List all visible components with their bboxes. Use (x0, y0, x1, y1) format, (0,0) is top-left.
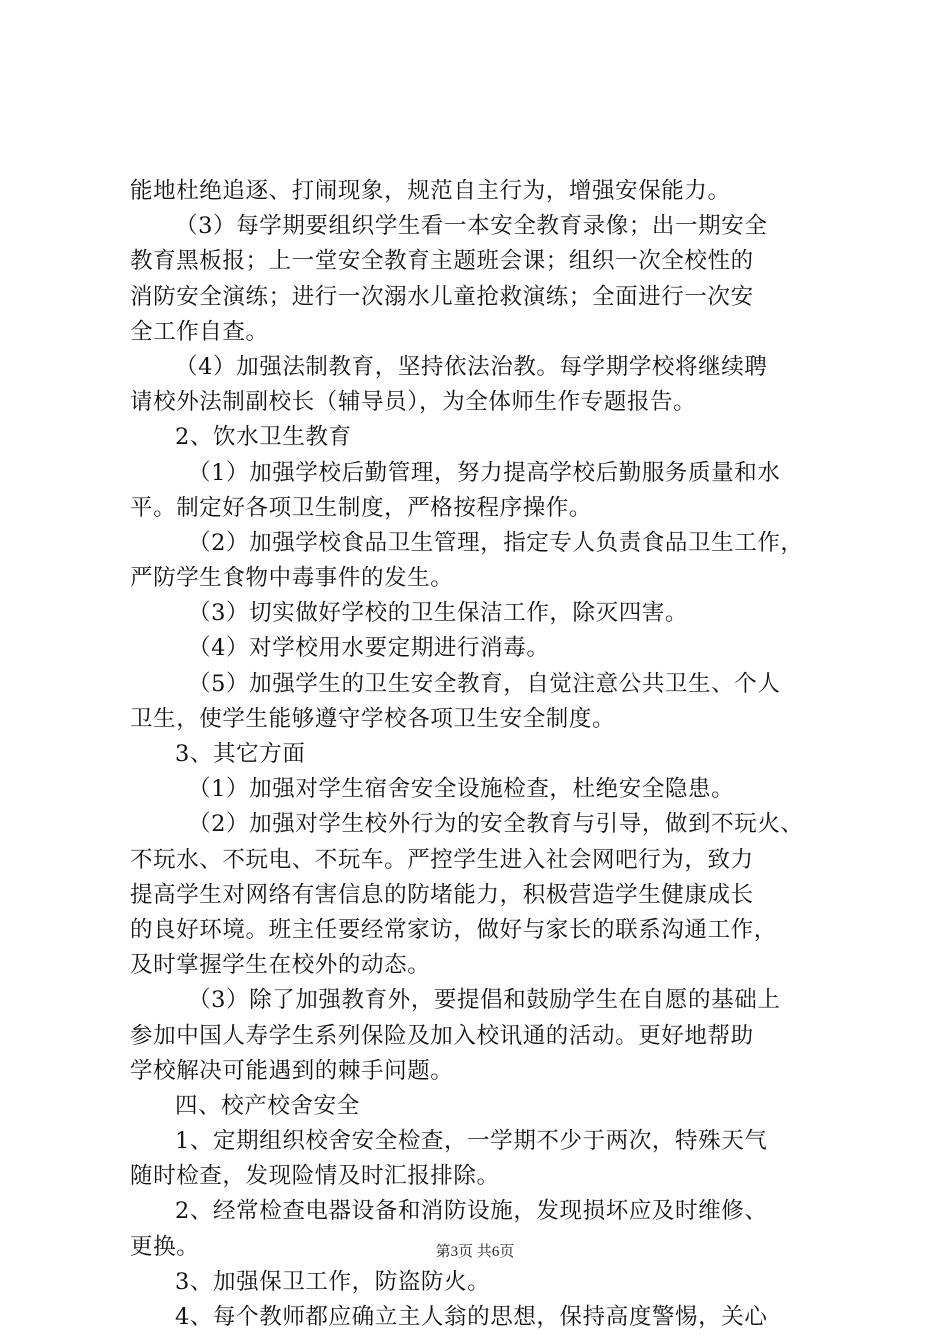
text-line: （3）每学期要组织学生看一本安全教育录像；出一期安全 (175, 213, 768, 240)
text-line: 1、定期组织校舍安全检查，一学期不少于两次，特殊天气 (175, 1128, 768, 1155)
text-line: （5）加强学生的卫生安全教育，自觉注意公共卫生、个人 (188, 670, 781, 697)
section-heading: 2、饮水卫生教育 (175, 424, 352, 451)
text-line: （3）切实做好学校的卫生保洁工作，除灭四害。 (188, 600, 689, 627)
text-line: 及时掌握学生在校外的动态。 (130, 952, 431, 979)
text-line: 学校解决可能遇到的棘手问题。 (130, 1057, 454, 1084)
text-line: 4、每个教师都应确立主人翁的思想，保持高度警惕，关心 (175, 1304, 768, 1330)
text-line: （2）加强对学生校外行为的安全教育与引导，做到不玩火、 (188, 811, 804, 838)
text-line: 请校外法制副校长（辅导员），为全体师生作专题报告。 (130, 389, 697, 416)
document-body (130, 174, 830, 1335)
text-line: 全工作自查。 (130, 318, 269, 345)
text-line: 更换。 (130, 1233, 200, 1260)
text-line: 严防学生食物中毒事件的发生。 (130, 565, 454, 592)
text-line: （2）加强学校食品卫生管理，指定专人负责食品卫生工作， (188, 529, 804, 556)
page-number-footer: 第3页 共6页 (435, 1244, 515, 1260)
text-line: 参加中国人寿学生系列保险及加入校讯通的活动。更好地帮助 (130, 1022, 754, 1049)
text-line: 随时检查，发现险情及时汇报排除。 (130, 1163, 500, 1190)
text-line: 的良好环境。班主任要经常家访，做好与家长的联系沟通工作， (130, 916, 777, 943)
section-heading: 四、校产校舍安全 (175, 1092, 360, 1119)
text-line: 2、经常检查电器设备和消防设施，发现损坏应及时维修、 (175, 1198, 768, 1225)
text-line: （4）对学校用水要定期进行消毒。 (188, 635, 550, 662)
text-line: 卫生，使学生能够遵守学校各项卫生安全制度。 (130, 705, 616, 732)
text-line: （1）加强学校后勤管理，努力提高学校后勤服务质量和水 (188, 459, 781, 486)
text-line: 消防安全演练；进行一次溺水儿童抢救演练；全面进行一次安 (130, 283, 754, 310)
text-line: 能地杜绝追逐、打闹现象，规范自主行为，增强安保能力。 (130, 178, 731, 204)
text-line: （4）加强法制教育，坚持依法治教。每学期学校将继续聘 (175, 353, 768, 380)
text-line: （3）除了加强教育外，要提倡和鼓励学生在自愿的基础上 (188, 987, 781, 1014)
text-line: 3、加强保卫工作，防盗防火。 (175, 1268, 491, 1295)
text-line: 平。制定好各项卫生制度，严格按程序操作。 (130, 494, 593, 521)
text-line: 教育黑板报；上一堂安全教育主题班会课；组织一次全校性的 (130, 248, 754, 275)
section-heading: 3、其它方面 (175, 741, 306, 767)
text-line: 提高学生对网络有害信息的防堵能力，积极营造学生健康成长 (130, 881, 754, 908)
text-line: 不玩水、不玩电、不玩车。严控学生进入社会网吧行为，致力 (130, 846, 754, 873)
text-line: （1）加强对学生宿舍安全设施检查，杜绝安全隐患。 (188, 776, 735, 803)
